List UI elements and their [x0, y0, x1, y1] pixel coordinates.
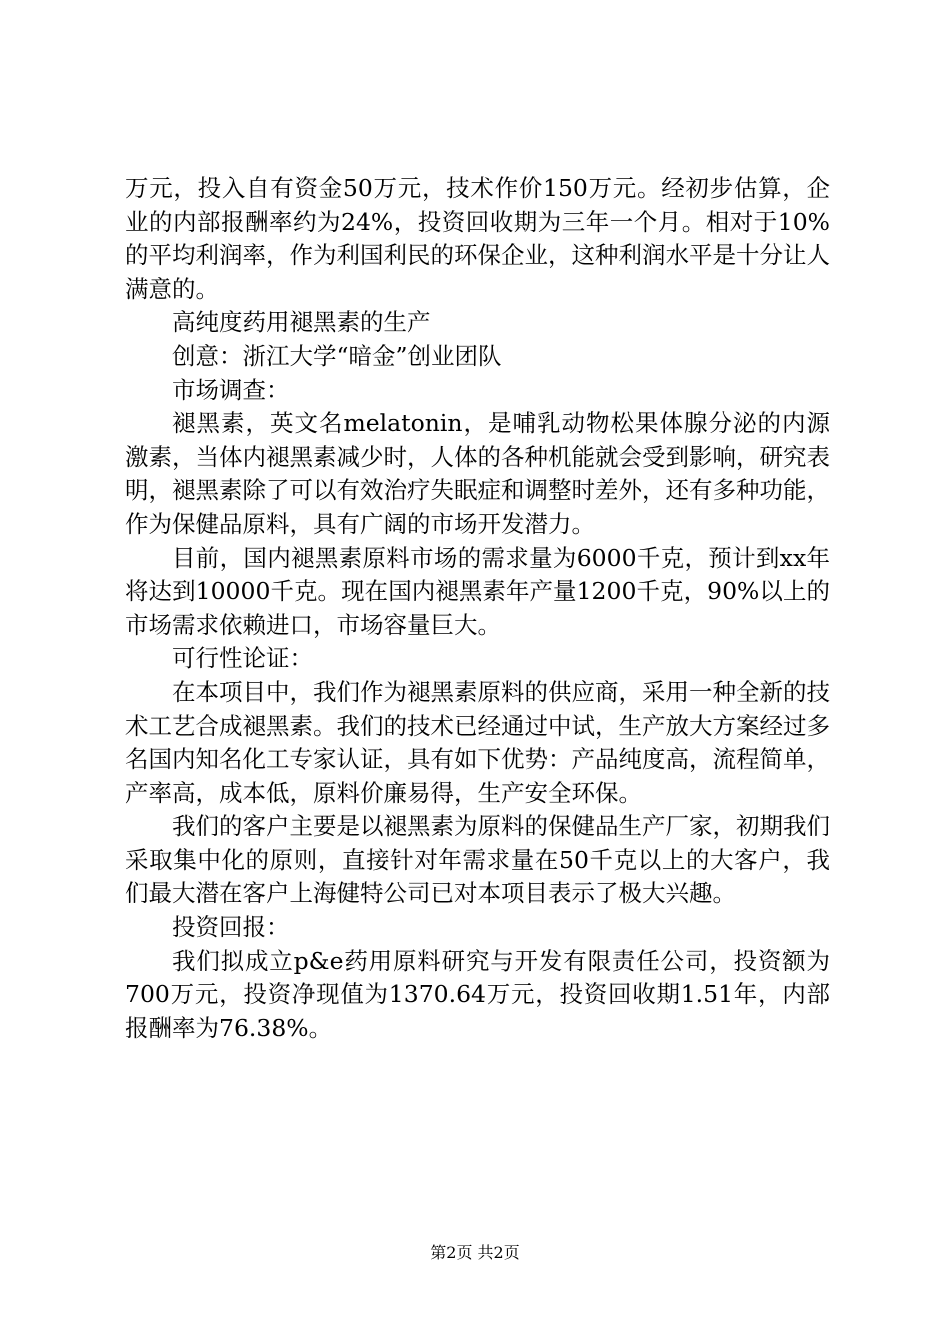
paragraph-technology: 在本项目中，我们作为褪黑素原料的供应商，采用一种全新的技术工艺合成褪黑素。我们的技术已经通过中试，生产放大方案经过多名国内知名化工专家认证，具有如下优势：产品纯度高，流程简单，产率高，成本低，原料价廉易得，生产安全环保。 — [125, 677, 830, 807]
paragraph-customers: 我们的客户主要是以褪黑素为原料的保健品生产厂家，初期我们采取集中化的原则，直接针对年需求量在50千克以上的大客户，我们最大潜在客户上海健特公司已对本项目表示了极大兴趣。 — [125, 812, 830, 908]
heading-investment-return: 投资回报： — [172, 913, 290, 942]
paragraph-continuation: 万元，投入自有资金50万元，技术作价150万元。经初步估算，企业的内部报酬率约为24%，投资回收期为三年一个月。相对于10%的平均利润率，作为利国利民的环保企业，这种利润水平是十分让人满意的。 — [125, 174, 830, 303]
paragraph-investment: 我们拟成立p&e药用原料研究与开发有限责任公司，投资额为700万元，投资净现值为1370.64万元，投资回收期1.51年，内部报酬率为76.38%。 — [125, 946, 830, 1042]
page-footer: 第2页 共2页 — [430, 1243, 520, 1262]
section-title: 高纯度药用褪黑素的生产 — [172, 308, 431, 337]
creator-line: 创意：浙江大学“暗金”创业团队 — [172, 341, 502, 370]
paragraph-market-demand: 目前，国内褪黑素原料市场的需求量为6000千克，预计到xx年将达到10000千克。现在国内褪黑素年产量1200千克，90%以上的市场需求依赖进口，市场容量巨大。 — [125, 543, 830, 639]
document-body — [125, 172, 830, 1045]
heading-feasibility: 可行性论证： — [172, 644, 313, 673]
paragraph-melatonin-intro: 褪黑素，英文名melatonin，是哺乳动物松果体腺分泌的内源激素，当体内褪黑素减少时，人体的各种机能就会受到影响，研究表明，褪黑素除了可以有效治疗失眠症和调整时差外，还有多种功能，作为保健品原料，具有广阔的市场开发潜力。 — [125, 409, 830, 538]
heading-market-research: 市场调查： — [172, 375, 290, 404]
